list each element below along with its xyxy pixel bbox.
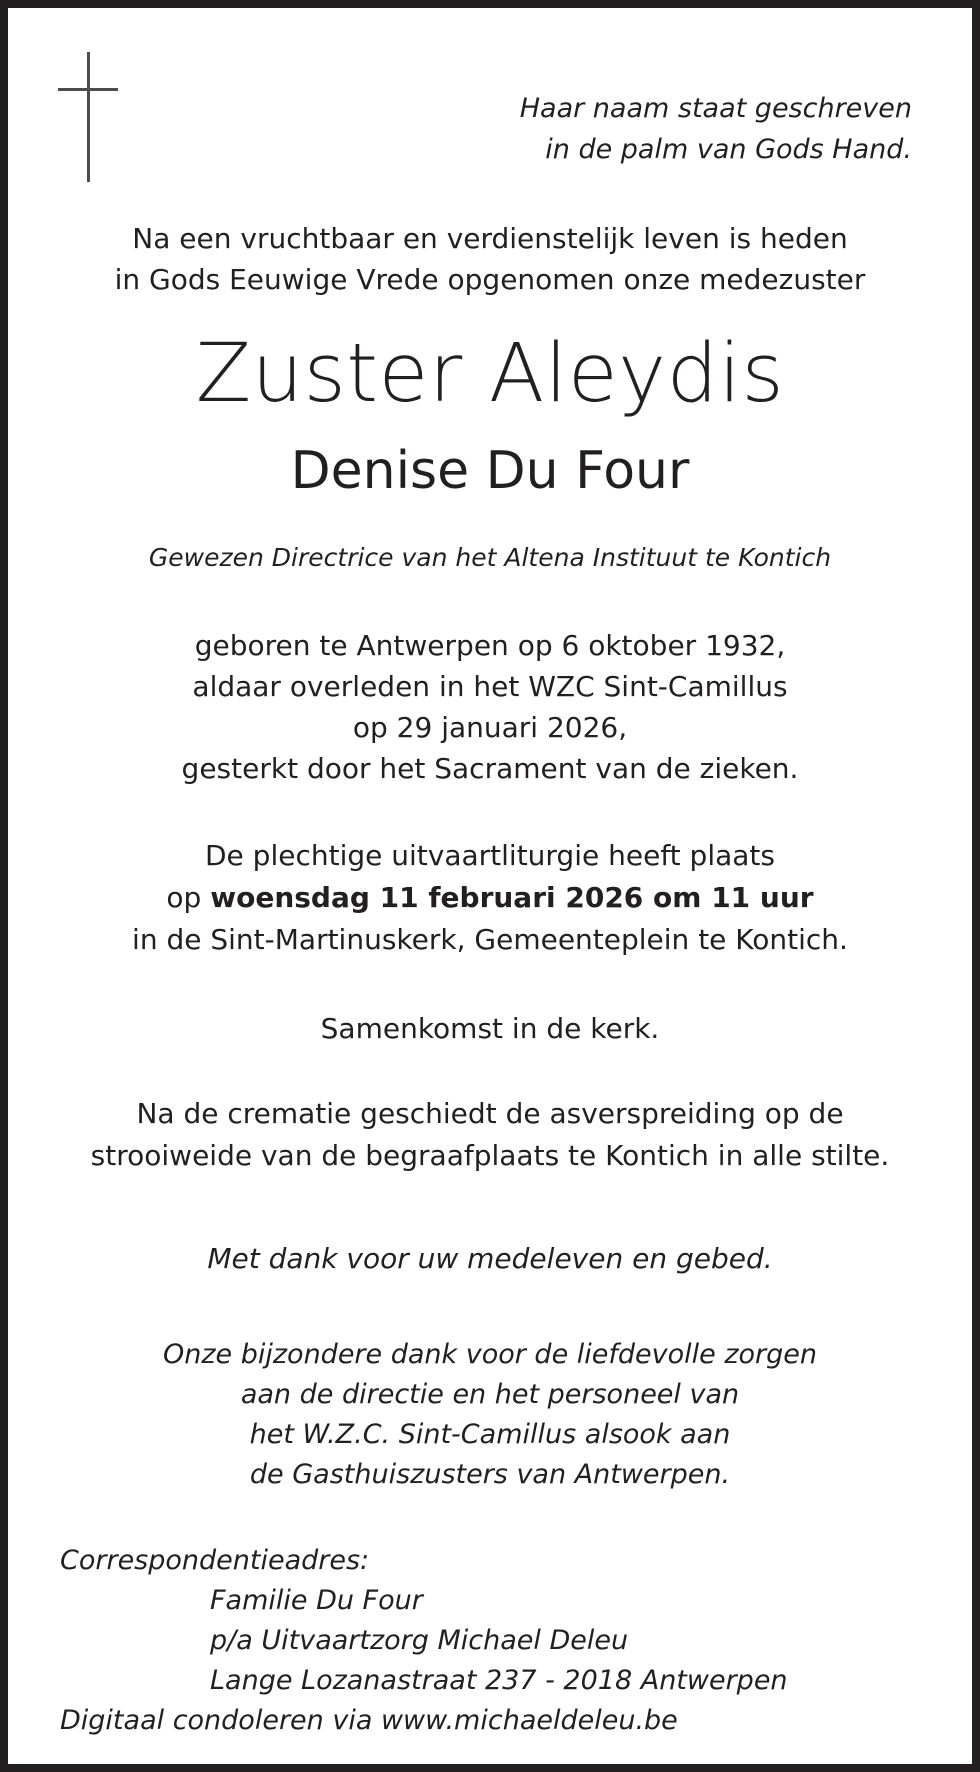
death-date-line: op 29 januari 2026, [352,711,628,744]
thanks-note: Met dank voor uw medeleven en gebed. [207,1242,773,1275]
cremation-line: strooiweide van de begraafplaats te Kontich in alle stilte. [90,1139,890,1172]
correspondence-name: Familie Du Four [210,1585,423,1616]
intro-text [8,218,972,300]
online-condolence-link[interactable]: Digitaal condoleren via www.michaeldeleu.be [60,1705,678,1736]
birth-line: geboren te Antwerpen op 6 oktober 1932, [194,629,786,662]
correspondence-address [60,1541,788,1741]
intro-line: in Gods Eeuwige Vrede opgenomen onze medezuster [114,263,866,296]
correspondence-care-of: p/a Uitvaartzorg Michael Deleu [210,1625,629,1656]
death-place-line: aldaar overleden in het WZC Sint-Camillus [192,670,788,703]
funeral-date-prefix: op [166,881,211,914]
special-thanks-line: aan de directie en het personeel van [240,1379,740,1410]
motto-line: in de palm van Gods Hand. [545,134,912,165]
cross-horizontal-bar [58,88,118,91]
correspondence-street: Lange Lozanastraat 237 - 2018 Antwerpen [210,1665,788,1696]
cremation-note [8,1093,972,1177]
funeral-date-time: woensdag 11 februari 2026 om 11 uur [210,881,814,914]
funeral-details [8,835,972,961]
religious-name: Zuster Aleydis [195,327,785,421]
former-role: Gewezen Directrice van het Altena Instituut te Kontich [148,543,832,572]
special-thanks [8,1335,972,1495]
intro-line: Na een vruchtbaar en verdienstelijk leven is heden [132,222,848,255]
gathering-note: Samenkomst in de kerk. [320,1012,660,1045]
special-thanks-line: Onze bijzondere dank voor de liefdevolle zorgen [163,1339,817,1370]
cross-icon [58,52,118,182]
motto [520,88,912,170]
motto-line: Haar naam staat geschreven [519,93,912,124]
special-thanks-line: de Gasthuiszusters van Antwerpen. [249,1459,731,1490]
correspondence-heading: Correspondentieadres: [60,1545,370,1576]
civil-name: Denise Du Four [290,441,690,501]
funeral-location-line: in de Sint-Martinuskerk, Gemeenteplein te Kontich. [132,923,848,956]
sacrament-line: gesterkt door het Sacrament van de zieken. [181,752,799,785]
birth-death-details [8,625,972,789]
cross-vertical-bar [87,52,90,182]
cremation-line: Na de crematie geschiedt de asverspreiding op de [136,1097,844,1130]
special-thanks-line: het W.Z.C. Sint-Camillus alsook aan [249,1419,731,1450]
funeral-date-line [8,877,972,919]
funeral-intro-line: De plechtige uitvaartliturgie heeft plaats [204,839,775,872]
